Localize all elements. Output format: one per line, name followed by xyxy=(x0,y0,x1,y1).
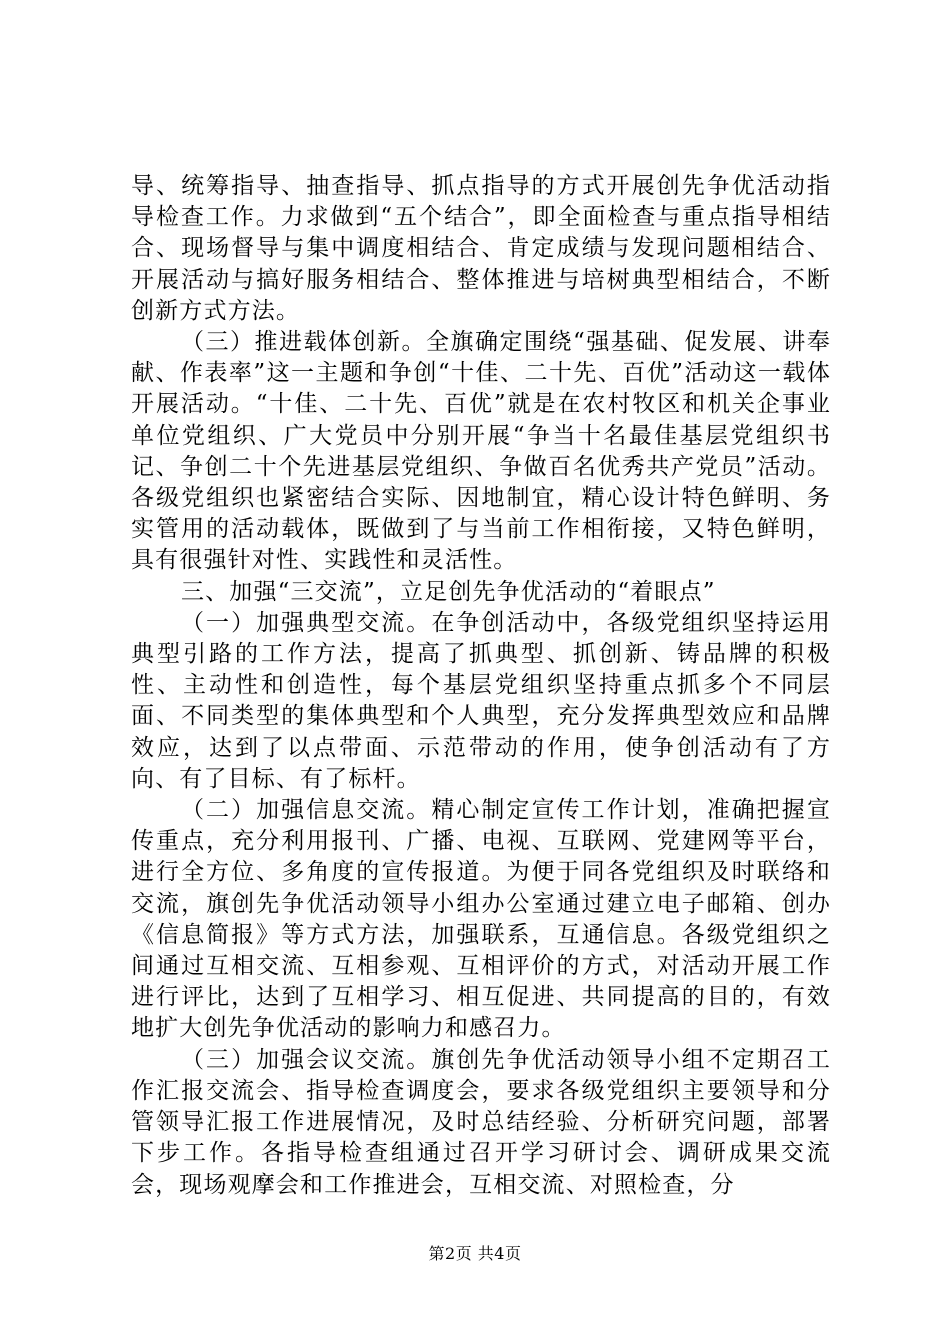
paragraph-5: （三）加强会议交流。旗创先争优活动领导小组不定期召工作汇报交流会、指导检查调度会，要求各级党组织主要领导和分管领导汇报工作进展情况，及时总结经验、分析研究问题，部署下步工作。各指导检查组通过召开学习研讨会、调研成果交流会，现场观摩会和工作推进会，互相交流、对照检查，分 xyxy=(131,1046,831,1198)
paragraph-1: 导、统筹指导、抽查指导、抓点指导的方式开展创先争优活动指导检查工作。力求做到“五个结合”，即全面检查与重点指导相结合、现场督导与集中调度相结合、肯定成绩与发现问题相结合、开展活动与搞好服务相结合、整体推进与培树典型相结合，不断创新方式方法。 xyxy=(131,173,831,324)
paragraph-2: （三）推进载体创新。全旗确定围绕“强基础、促发展、讲奉献、作表率”这一主题和争创“十佳、二十先、百优”活动这一载体开展活动。“十佳、二十先、百优”就是在农村牧区和机关企事业单位党组织、广大党员中分别开展“争当十名最佳基层党组织书记、争创二十个先进基层党组织、争做百名优秀共产党员”活动。各级党组织也紧密结合实际、因地制宜，精心设计特色鲜明、务实管用的活动载体，既做到了与当前工作相衔接，又特色鲜明，具有很强针对性、实践性和灵活性。 xyxy=(131,329,831,574)
paragraph-4: （二）加强信息交流。精心制定宣传工作计划，准确把握宣传重点，充分利用报刊、广播、电视、互联网、党建网等平台，进行全方位、多角度的宣传报道。为便于同各党组织及时联络和交流，旗创先争优活动领导小组办公室通过建立电子邮箱、创办《信息简报》等方式方法，加强联系，互通信息。各级党组织之间通过互相交流、互相参观、互相评价的方式，对活动开展工作进行评比，达到了互相学习、相互促进、共同提高的目的，有效地扩大创先争优活动的影响力和感召力。 xyxy=(131,797,831,1042)
document-body xyxy=(131,171,831,1201)
section-heading: 三、加强“三交流”，立足创先争优活动的“着眼点” xyxy=(181,578,716,605)
page-number-footer: 第2页 共4页 xyxy=(428,1244,522,1263)
paragraph-3: （一）加强典型交流。在争创活动中，各级党组织坚持运用典型引路的工作方法，提高了抓典型、抓创新、铸品牌的积极性、主动性和创造性，每个基层党组织坚持重点抓多个不同层面、不同类型的集体典型和个人典型，充分发挥典型效应和品牌效应，达到了以点带面、示范带动的作用，使争创活动有了方向、有了目标、有了标杆。 xyxy=(131,609,831,792)
